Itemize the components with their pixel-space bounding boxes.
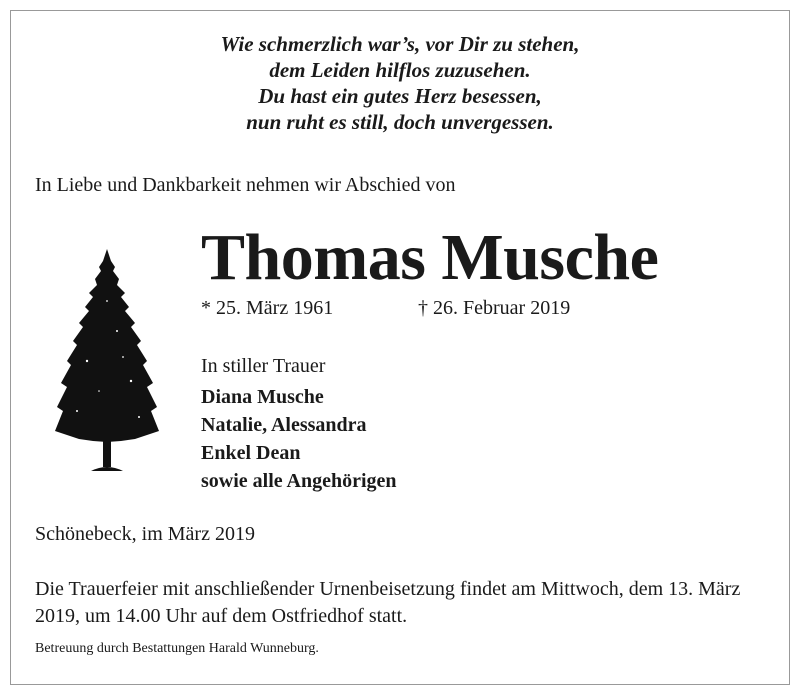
mourner-name: Natalie, Alessandra [201, 414, 367, 436]
place-date: Schönebeck, im März 2019 [35, 523, 255, 545]
mourner-name: sowie alle Angehörigen [201, 470, 397, 492]
poem-line: Wie schmerzlich war’s, vor Dir zu stehen, [220, 32, 580, 56]
poem [11, 31, 789, 135]
fir-tree-icon [47, 241, 167, 481]
deceased-name: Thomas Musche [201, 221, 659, 294]
poem-line: Du hast ein gutes Herz besessen, [258, 84, 542, 108]
poem-line: nun ruht es still, doch unvergessen. [246, 110, 554, 134]
mourning-label: In stiller Trauer [201, 355, 326, 377]
mourner-name: Diana Musche [201, 386, 324, 408]
birth-date: * 25. März 1961 [201, 297, 334, 319]
funeral-service-note: Betreuung durch Bestattungen Harald Wunneburg. [35, 641, 319, 656]
obituary-card [10, 10, 790, 685]
death-date: † 26. Februar 2019 [418, 297, 571, 319]
mourners-list [201, 383, 397, 495]
farewell-intro: In Liebe und Dankbarkeit nehmen wir Abschied von [35, 174, 456, 196]
mourner-name: Enkel Dean [201, 442, 301, 464]
funeral-info: Die Trauerfeier mit anschließender Urnenbeisetzung findet am Mittwoch, dem 13. März 2019, um 14.00 Uhr auf dem Ostfriedhof statt. [35, 578, 741, 627]
poem-line: dem Leiden hilflos zuzusehen. [269, 58, 531, 82]
